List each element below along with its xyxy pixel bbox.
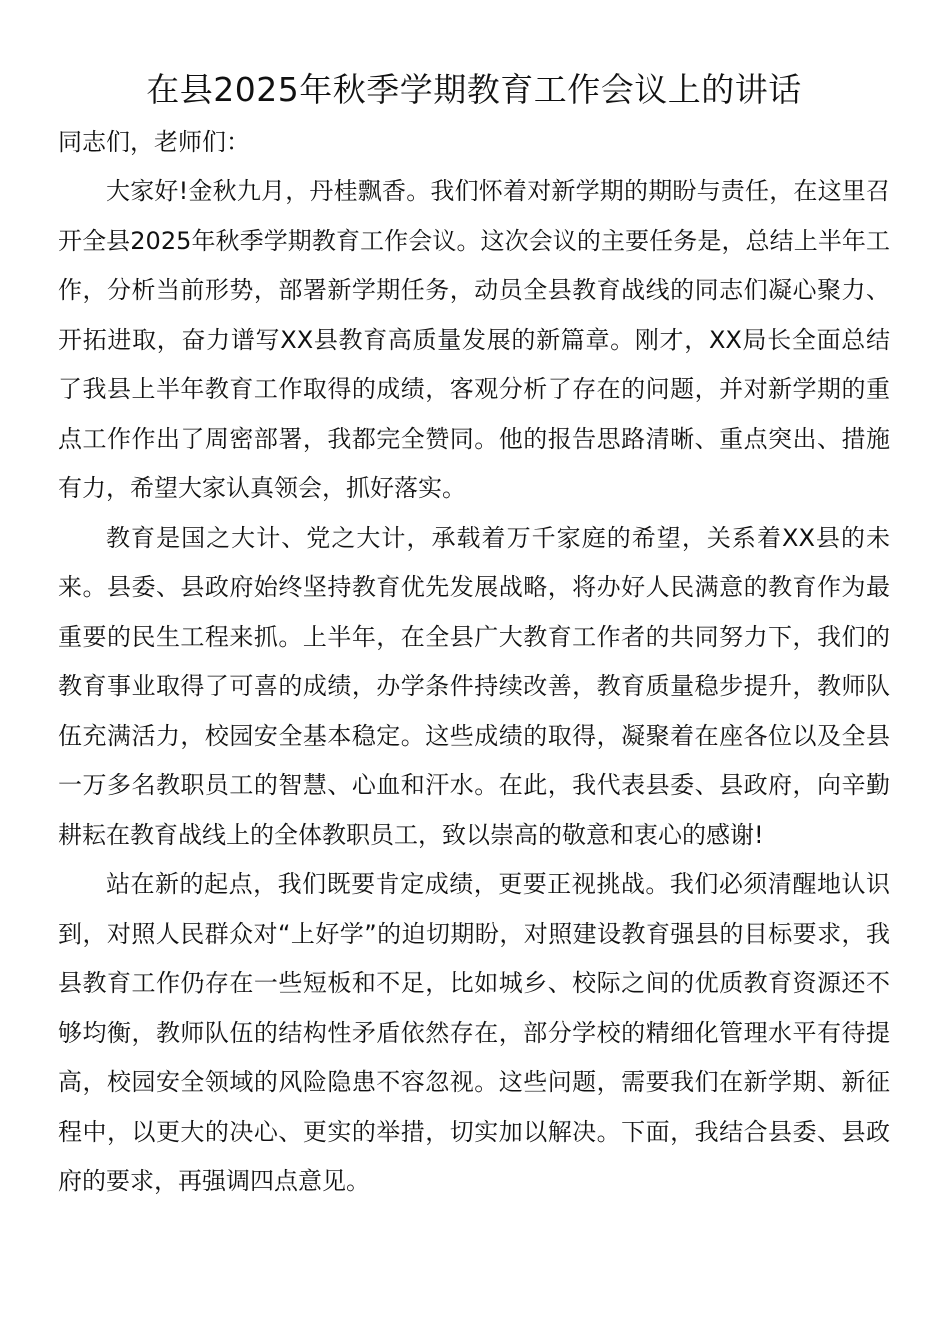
document-title: 在县2025年秋季学期教育工作会议上的讲话 xyxy=(146,70,802,109)
paragraph-challenges: 站在新的起点，我们既要肯定成绩，更要正视挑战。我们必须清醒地认识到，对照人民群众对“上好学”的迫切期盼，对照建设教育强县的目标要求，我县教育工作仍存在一些短板和不足，比如城乡、校际之间的优质教育资源还不够均衡，教师队伍的结构性矛盾依然存在，部分学校的精细化管理水平有待提高，校园安全领域的风险隐患不容忽视。这些问题，需要我们在新学期、新征程中，以更大的决心、更实的举措，切实加以解决。下面，我结合县委、县政府的要求，再强调四点意见。 xyxy=(58,870,890,1195)
paragraph-opening: 大家好!金秋九月，丹桂飘香。我们怀着对新学期的期盼与责任，在这里召开全县2025年秋季学期教育工作会议。这次会议的主要任务是，总结上半年工作，分析当前形势，部署新学期任务，动员全县教育战线的同志们凝心聚力、开拓进取，奋力谱写XX县教育高质量发展的新篇章。刚才，XX局长全面总结了我县上半年教育工作取得的成绩，客观分析了存在的问题，并对新学期的重点工作作出了周密部署，我都完全赞同。他的报告思路清晰、重点突出、措施有力，希望大家认真领会，抓好落实。 xyxy=(58,177,890,502)
document-page xyxy=(58,62,890,1207)
salutation: 同志们，老师们： xyxy=(58,128,250,156)
paragraph-achievements: 教育是国之大计、党之大计，承载着万千家庭的希望，关系着XX县的未来。县委、县政府始终坚持教育优先发展战略，将办好人民满意的教育作为最重要的民生工程来抓。上半年，在全县广大教育工作者的共同努力下，我们的教育事业取得了可喜的成绩，办学条件持续改善，教育质量稳步提升，教师队伍充满活力，校园安全基本稳定。这些成绩的取得，凝聚着在座各位以及全县一万多名教职员工的智慧、心血和汗水。在此，我代表县委、县政府，向辛勤耕耘在教育战线上的全体教职员工，致以崇高的敬意和衷心的感谢! xyxy=(58,523,890,849)
